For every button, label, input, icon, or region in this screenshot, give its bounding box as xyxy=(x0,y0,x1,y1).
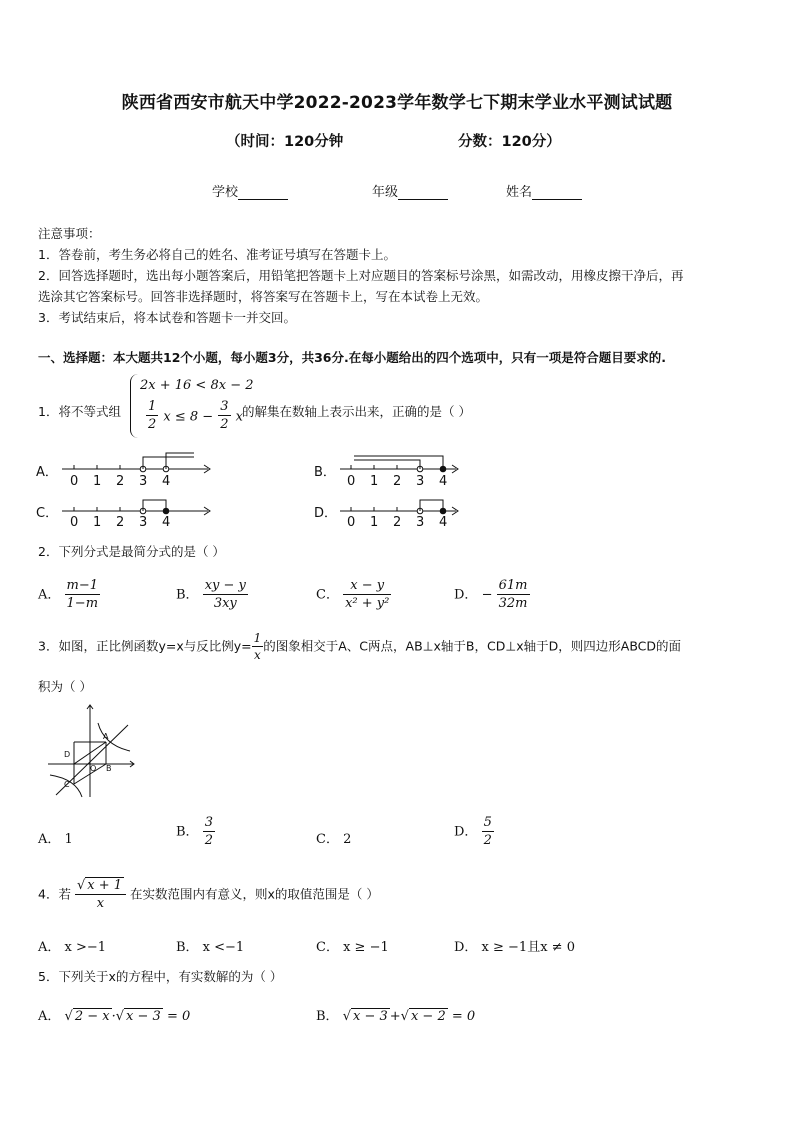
svg-text:0: 0 xyxy=(347,474,356,489)
note-3: 3．考试结束后，将本试卷和答题卡一并交回。 xyxy=(38,310,296,325)
q3-option-c[interactable]: C． 2 xyxy=(316,832,352,847)
q2-option-d[interactable]: D． − $\frac{61m}{32m}$ xyxy=(454,578,528,611)
q2-stem: 2．下列分式是最简分式的是（ ） xyxy=(38,544,225,559)
q2-option-a[interactable]: A． $\frac{m-1}{1-m}$ xyxy=(38,578,99,611)
svg-text:1: 1 xyxy=(93,515,102,530)
q1-suffix: 的解集在数轴上表示出来，正确的是（ ） xyxy=(242,404,471,419)
q3-figure xyxy=(44,703,136,799)
page-title: 陕西省西安市航天中学2022-2023学年数学七下期末学业水平测试试题 xyxy=(121,93,673,113)
svg-text:2: 2 xyxy=(116,474,125,489)
q5-stem: 5．下列关于x的方程中，有实数解的为（ ） xyxy=(38,969,283,984)
q1-prefix: 1．将不等式组 xyxy=(38,404,121,419)
q4-option-a[interactable]: A． x >−1 xyxy=(38,940,107,955)
notes-heading: 注意事项： xyxy=(38,226,101,241)
svg-text:3: 3 xyxy=(416,474,425,489)
svg-text:3: 3 xyxy=(139,474,148,489)
svg-text:0: 0 xyxy=(347,515,356,530)
q4-stem: 4．若 $\frac{√ x + 1}{x}$ 在实数范围内有意义，则x的取值范围是（ ） xyxy=(38,878,379,911)
exam-time: （时间：120分钟 xyxy=(226,134,344,150)
svg-text:3: 3 xyxy=(416,515,425,530)
school-field[interactable]: 学校 xyxy=(212,181,288,200)
q3-option-d[interactable]: D． $\frac{5}{2}$ xyxy=(454,815,492,848)
q5-option-a[interactable]: A． √ 2 − x ·√ x − 3 = 0 xyxy=(38,1009,191,1024)
note-1: 1．答卷前，考生务必将自己的姓名、准考证号填写在答题卡上。 xyxy=(38,247,396,262)
q1-ineq1: 2x + 16 < 8x − 2 xyxy=(140,378,254,393)
svg-text:B: B xyxy=(106,764,112,773)
q4-option-d[interactable]: D． x ≥ −1且x ≠ 0 xyxy=(454,940,575,955)
q3-stem-line2: 积为（ ） xyxy=(38,679,92,694)
q3-option-a[interactable]: A． 1 xyxy=(38,832,73,847)
svg-text:C: C xyxy=(64,780,70,789)
svg-text:4: 4 xyxy=(439,515,448,530)
svg-text:A: A xyxy=(103,732,109,741)
exam-score: 分数：120分） xyxy=(458,134,561,150)
q3-stem-line1: 3．如图，正比例函数y=x与反比例y= $\frac{1}{x}$ 的图象相交于A、C两点，AB⊥x轴于B，CD⊥x轴于D，则四边形ABCD的面 xyxy=(38,631,682,662)
svg-text:2: 2 xyxy=(393,515,402,530)
q1-label-b: B． xyxy=(314,465,336,480)
svg-text:O: O xyxy=(90,764,97,773)
name-field[interactable]: 姓名 xyxy=(506,181,582,200)
svg-text:1: 1 xyxy=(370,474,379,489)
svg-text:1: 1 xyxy=(93,474,102,489)
q4-option-c[interactable]: C． x ≥ −1 xyxy=(316,940,389,955)
q5-option-b[interactable]: B． √ x − 3 +√ x − 2 = 0 xyxy=(316,1009,476,1024)
svg-text:3: 3 xyxy=(139,515,148,530)
q1-label-a: A． xyxy=(36,465,58,480)
svg-text:2: 2 xyxy=(116,515,125,530)
note-2a: 2．回答选择题时，选出每小题答案后，用铅笔把答题卡上对应题目的答案标号涂黑，如需改动，用橡皮擦干净后，再 xyxy=(38,268,684,283)
svg-text:0: 0 xyxy=(70,474,79,489)
grade-field[interactable]: 年级 xyxy=(372,181,448,200)
svg-text:4: 4 xyxy=(439,474,448,489)
svg-text:1: 1 xyxy=(370,515,379,530)
q2-option-c[interactable]: C． $\frac{x - y}{\text{x² + y²}}$ xyxy=(316,578,390,611)
q4-option-b[interactable]: B． x <−1 xyxy=(176,940,245,955)
note-2b: 选涂其它答案标号。回答非选择题时，将答案写在答题卡上，写在本试卷上无效。 xyxy=(38,289,489,304)
q1-ineq2: $\frac{1}{2}$ x ≤ 8 − $\frac{3}{2}$ x xyxy=(148,399,243,432)
svg-text:D: D xyxy=(64,750,71,759)
q1-label-c: C． xyxy=(36,506,59,521)
svg-text:2: 2 xyxy=(393,474,402,489)
q2-option-b[interactable]: B． $\frac{xy - y}{3xy}$ xyxy=(176,578,246,611)
q1-label-d: D． xyxy=(314,506,338,521)
svg-text:4: 4 xyxy=(162,474,171,489)
q1-number-lines xyxy=(36,452,476,530)
q3-option-b[interactable]: B． $\frac{3}{2}$ xyxy=(176,815,213,848)
svg-text:4: 4 xyxy=(162,515,171,530)
svg-text:0: 0 xyxy=(70,515,79,530)
section-heading: 一、选择题：本大题共12个小题，每小题3分，共36分.在每小题给出的四个选项中，只有一项是符合题目要求的. xyxy=(38,350,666,365)
